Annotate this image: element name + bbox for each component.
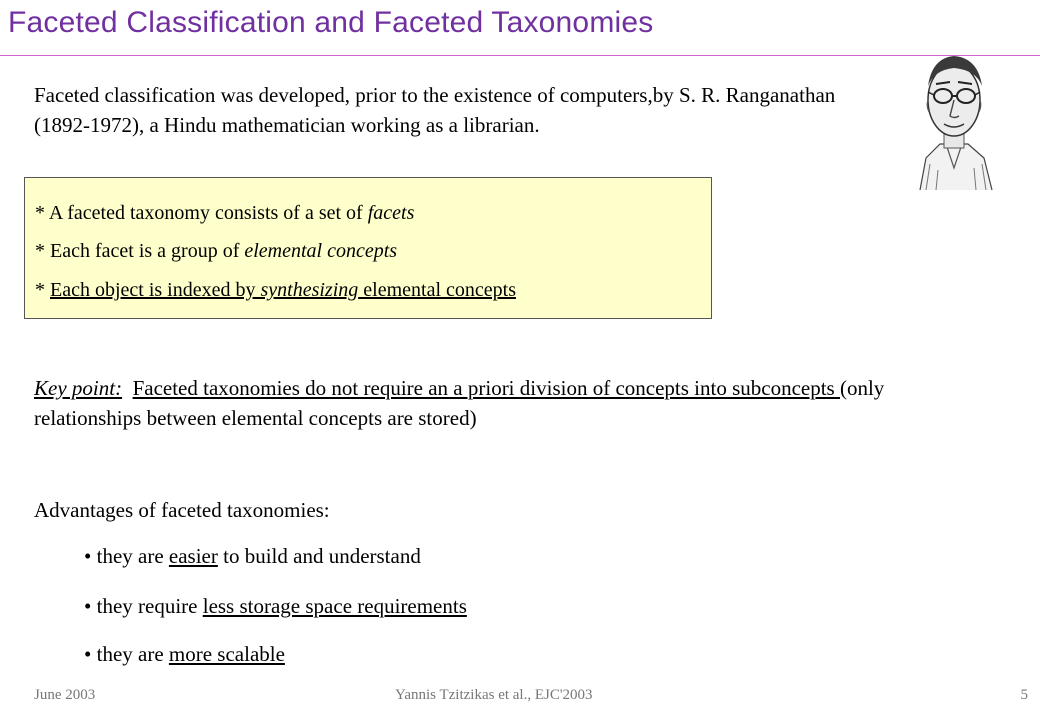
facet-line-3-emphasis: synthesizing	[260, 279, 359, 301]
key-point-paragraph	[34, 373, 934, 433]
advantage-item	[84, 594, 467, 619]
facet-line-1	[35, 202, 414, 225]
footer-date: June 2003	[34, 687, 96, 703]
advantage-underlined: easier	[168, 544, 218, 568]
facet-line-1-emphasis: facets	[367, 202, 415, 224]
bullet-marker: •	[84, 544, 97, 568]
ranganathan-portrait	[906, 40, 1002, 196]
advantage-prefix: they require	[96, 594, 203, 618]
facet-line-3	[35, 279, 516, 302]
intro-paragraph: Faceted classification was developed, prior to the existence of computers,by S. R. Ranganathan (1892-1972), a Hindu mathematician working as a librarian.	[34, 83, 836, 137]
facet-line-3-bullet: *	[35, 279, 50, 301]
slide-title: Faceted Classification and Faceted Taxonomies	[8, 6, 654, 39]
advantage-prefix: they are	[96, 642, 169, 666]
facet-line-2	[35, 240, 397, 263]
key-point-separator	[122, 376, 133, 400]
facet-definition-box	[24, 177, 712, 319]
advantages-heading: Advantages of faceted taxonomies:	[34, 498, 330, 522]
bullet-marker: •	[84, 642, 97, 666]
advantage-prefix: they are	[96, 544, 169, 568]
advantage-item	[84, 642, 285, 667]
facet-line-2-text: * Each facet is a group of	[35, 240, 245, 262]
title-divider	[0, 55, 1040, 56]
facet-line-1-text: * A faceted taxonomy consists of a set of	[35, 202, 368, 224]
advantage-suffix: to build and understand	[217, 544, 421, 568]
facet-line-3-part1: Each object is indexed by	[50, 279, 261, 301]
advantage-underlined: less storage space requirements	[202, 594, 467, 618]
facet-line-3-underlined	[50, 279, 516, 301]
bullet-marker: •	[84, 594, 97, 618]
footer-citation: Yannis Tzitzikas et al., EJC'2003	[395, 687, 593, 703]
advantage-underlined: more scalable	[168, 642, 285, 666]
facet-line-3-part2: elemental concepts	[358, 279, 516, 301]
footer-page-number: 5	[1020, 687, 1028, 703]
facet-line-2-emphasis: elemental concepts	[244, 240, 398, 262]
key-point-rest: (only relationships between elemental concepts are stored)	[34, 376, 885, 430]
key-point-label: Key point:	[34, 376, 123, 400]
advantage-item	[84, 544, 421, 569]
key-point-underlined: Faceted taxonomies do not require an a priori division of concepts into subconcepts	[132, 376, 840, 400]
